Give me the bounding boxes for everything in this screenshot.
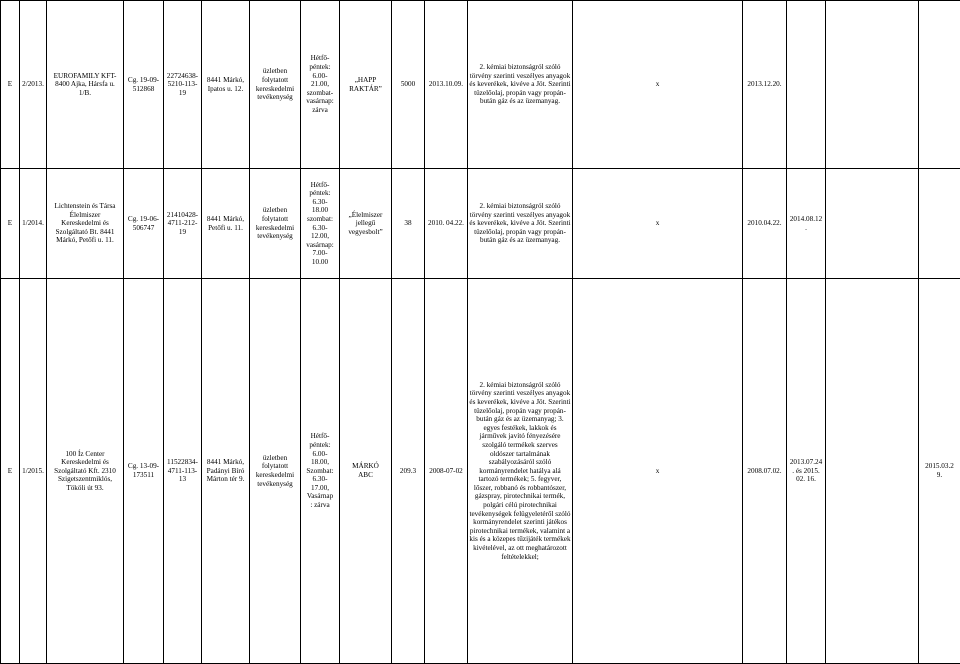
cell-address: 8441 Márkó, Petőfi u. 11. <box>202 169 250 279</box>
cell-start-date: 2008-07-02 <box>425 279 468 664</box>
cell-mark: x <box>573 169 743 279</box>
cell-tax-number: 21410428- 4711-212- 19 <box>164 169 202 279</box>
cell-closing-date: 2015.03.2 9. <box>919 279 960 664</box>
cell-shop-name: „Élelmiszer jellegű vegyesbolt” <box>340 169 392 279</box>
table-row <box>1 169 960 279</box>
cell-change-date <box>787 1 826 169</box>
cell-operator: 100 Íz Center Kereskedelmi és Szolgáltató Kft. 2310 Szigetszentmiklós, Tököli út 93. <box>47 279 124 664</box>
cell-reg-number: 1/2014. <box>20 169 47 279</box>
cell-company-reg: Cg. 19-09- 512868 <box>124 1 164 169</box>
cell-shop-name: MÁRKÓ ABC <box>340 279 392 664</box>
cell-mark: x <box>573 279 743 664</box>
cell-operator: Lichtenstein és Társa Élelmiszer Kereskedelmi és Szolgáltató Bt. 8441 Márkó, Petőfi u. 11. <box>47 169 124 279</box>
table-row <box>1 1 960 169</box>
cell-closing-date <box>919 1 960 169</box>
cell-products: 2. kémiai biztonságról szóló törvény szerinti veszélyes anyagok és keverékek, kivéve a Jöt. Szerinti tüzelőolaj, propán vagy propán- bután gáz és az üzemanyag. <box>468 169 573 279</box>
cell-company-reg: Cg. 13-09- 173511 <box>124 279 164 664</box>
cell-area: 5000 <box>392 1 425 169</box>
cell-area: 38 <box>392 169 425 279</box>
cell-date: 2008.07.02. <box>743 279 787 664</box>
cell-empty <box>826 1 919 169</box>
cell-reg-number: 1/2015. <box>20 279 47 664</box>
cell-activity: üzletben folytatott kereskedelmi tevékenység <box>250 279 301 664</box>
cell-opening-hours: Hétfő- péntek: 6.00- 18.00, Szombat: 6.30- 17.00, Vasárnap : zárva <box>301 279 340 664</box>
cell-company-reg: Cg. 19-06- 506747 <box>124 169 164 279</box>
cell-operator: EUROFAMILY KFT- 8400 Ajka, Hársfa u. 1/B. <box>47 1 124 169</box>
cell-mark: x <box>573 1 743 169</box>
cell-date: 2010.04.22. <box>743 169 787 279</box>
cell-tax-number: 22724638- 5210-113- 19 <box>164 1 202 169</box>
cell-date: 2013.12.20. <box>743 1 787 169</box>
cell-products: 2. kémiai biztonságról szóló törvény szerinti veszélyes anyagok és keverékek, kivéve a Jöt. Szerinti tüzelőolaj, propán vagy propán- bután gáz és az üzemanyag; 3. egyes festékek, lakkok és járművek javító fényezésére szolgáló termékek szerves oldószer tartalmának szabályozásáról szóló kormányrendelet hatálya alá tartozó termékek; 5. fegyver, lőszer, robbanó és robbantószer, gázspray, pirotechnikai termék, polgári célú pirotechnikai tevékenységek felügyeletéről szóló kormányrendelet szerinti játékos pirotechnikai termékek, valamint a kis és a közepes tűzijáték termékek kivételével, az ott meghatározott feltételekkel; <box>468 279 573 664</box>
cell-products: 2. kémiai biztonságról szóló törvény szerinti veszélyes anyagok és keverékek, kivéve a Jöt. Szerinti tüzelőolaj, propán vagy propán- bután gáz és az üzemanyag. <box>468 1 573 169</box>
cell-area: 209.3 <box>392 279 425 664</box>
cell-closing-date <box>919 169 960 279</box>
cell-address: 8441 Márkó, Ipatos u. 12. <box>202 1 250 169</box>
cell-tax-number: 11522834- 4711-113- 13 <box>164 279 202 664</box>
cell-shop-name: „HAPP RAKTÁR” <box>340 1 392 169</box>
cell-start-date: 2010. 04.22. <box>425 169 468 279</box>
cell-empty <box>826 279 919 664</box>
cell-activity: üzletben folytatott kereskedelmi tevékenység <box>250 1 301 169</box>
cell-change-date: 2014.08.12 . <box>787 169 826 279</box>
cell-type: E <box>1 1 20 169</box>
cell-reg-number: 2/2013. <box>20 1 47 169</box>
cell-opening-hours: Hétfő- péntek: 6.30- 18.00 szombat: 6.30- 12.00, vasárnap: 7.00- 10.00 <box>301 169 340 279</box>
cell-type: E <box>1 279 20 664</box>
table-row <box>1 279 960 664</box>
cell-change-date: 2013.07.24 . és 2015. 02. 16. <box>787 279 826 664</box>
cell-start-date: 2013.10.09. <box>425 1 468 169</box>
cell-activity: üzletben folytatott kereskedelmi tevékenység <box>250 169 301 279</box>
cell-empty <box>826 169 919 279</box>
cell-type: E <box>1 169 20 279</box>
cell-address: 8441 Márkó, Padányi Bíró Márton tér 9. <box>202 279 250 664</box>
cell-opening-hours: Hétfő- péntek: 6.00- 21.00, szombat- vasárnap: zárva <box>301 1 340 169</box>
